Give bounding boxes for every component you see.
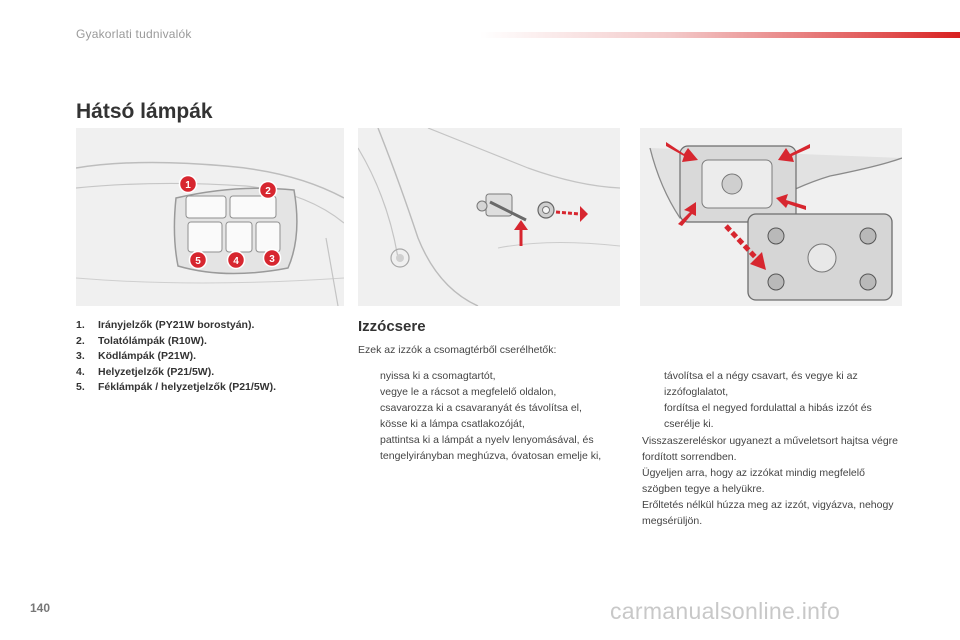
trunk-nut-diagram xyxy=(358,128,620,306)
header-accent-bar xyxy=(480,32,960,38)
bulb-legend-item: 3. Ködlámpák (P21W). xyxy=(76,350,197,362)
step-item: vegye le a rácsot a megfelelő oldalon, xyxy=(380,386,557,398)
callout-2 xyxy=(260,182,277,199)
watermark: carmanualsonline.info xyxy=(610,598,841,624)
rear-lamp-illustration xyxy=(76,128,344,306)
svg-text:5: 5 xyxy=(195,256,201,267)
note-paragraph: Visszaszereléskor ugyanezt a műveletsort hajtsa végre fordított sorrendben. xyxy=(642,435,899,463)
page-title: Hátsó lámpák xyxy=(76,100,213,123)
svg-text:1: 1 xyxy=(185,180,191,191)
section-heading: Izzócsere xyxy=(358,318,426,335)
notes-block xyxy=(642,433,902,529)
bulb-legend-item: 5. Féklámpák / helyzetjelzők (P21/5W). xyxy=(76,381,276,393)
callout-4 xyxy=(228,252,245,269)
step-item: kösse ki a lámpa csatlakozóját, xyxy=(380,418,525,430)
note-paragraph: Erőltetés nélkül húzza meg az izzót, vigyázva, nehogy megsérüljön. xyxy=(642,499,894,527)
bulb-legend-item: 1. Irányjelzők (PY21W borostyán). xyxy=(76,319,255,331)
svg-text:2: 2 xyxy=(265,186,271,197)
bulb-legend-list xyxy=(76,318,351,396)
svg-text:3: 3 xyxy=(269,254,275,265)
step-item: távolítsa el a négy csavart, és vegye ki az izzófoglalatot, xyxy=(664,370,858,398)
steps-list-left xyxy=(358,368,628,464)
step-item: fordítsa el negyed fordulattal a hibás izzót és cserélje ki. xyxy=(664,402,872,430)
callout-5 xyxy=(190,252,207,269)
rear-lamp-diagram xyxy=(76,128,344,306)
section-header: Gyakorlati tudnivalók xyxy=(76,27,192,41)
steps-list-right xyxy=(642,368,900,432)
step-item: pattintsa ki a lámpát a nyelv lenyomásával, és tengelyirányban meghúzva, óvatosan emelje ki, xyxy=(380,434,602,462)
callout-1 xyxy=(180,176,197,193)
page-number: 140 xyxy=(30,601,51,615)
step-item: nyissa ki a csomagtartót, xyxy=(380,370,496,382)
lamp-housing-diagram xyxy=(640,128,902,306)
trunk-illustration xyxy=(358,128,620,306)
bulb-legend-item: 2. Tolatólámpák (R10W). xyxy=(76,334,207,347)
step-item: csavarozza ki a csavaranyát és távolítsa el, xyxy=(380,402,582,414)
callout-3 xyxy=(264,250,281,267)
section-intro: Ezek az izzók a csomagtérből cserélhetők: xyxy=(358,344,557,356)
lamp-housing-illustration xyxy=(640,128,902,306)
note-paragraph: Ügyeljen arra, hogy az izzókat mindig megfelelő szögben tegye a helyükre. xyxy=(642,467,865,495)
svg-text:4: 4 xyxy=(233,256,239,267)
bulb-legend-item: 4. Helyzetjelzők (P21/5W). xyxy=(76,365,215,378)
